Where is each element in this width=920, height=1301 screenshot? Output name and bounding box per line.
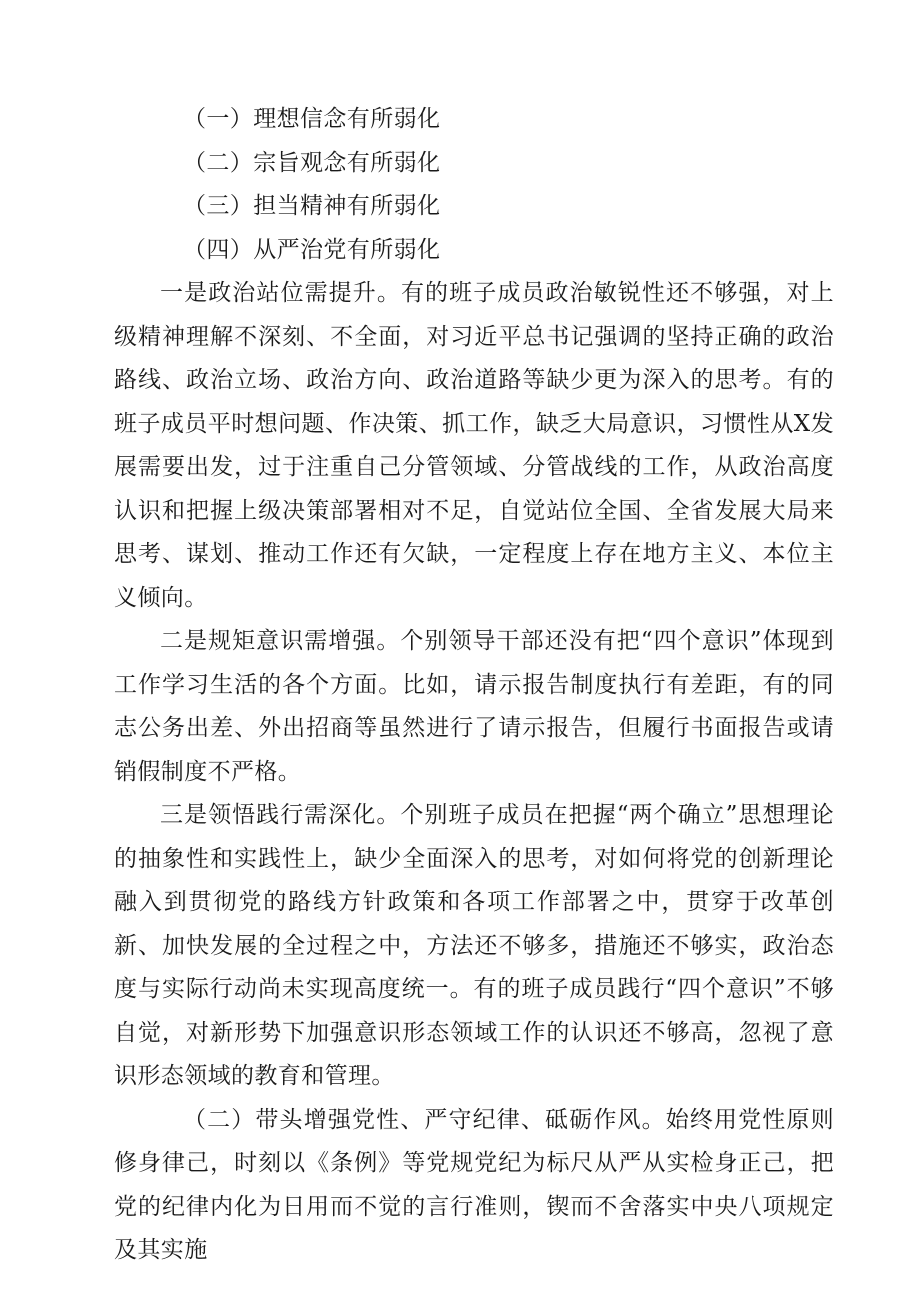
document-body xyxy=(114,98,834,1273)
section-heading-4: （四）从严治党有所弱化 xyxy=(183,236,441,263)
paragraph-rules-awareness: 二是规矩意识需增强。个别领导干部还没有把“四个意识”体现到工作学习生活的各个方面。比如，请示报告制度执行有差距，有的同志公务出差、外出招商等虽然进行了请示报告，但履行书面报告或请销假制度不严格。 xyxy=(114,628,834,785)
paragraph-party-discipline: （二）带头增强党性、严守纪律、砥砺作风。始终用党性原则修身律己，时刻以《条例》等党规党纪为标尺从严从实检身正己，把党的纪律内化为日用而不觉的言行准则，锲而不舍落实中央八项规定及其实施 xyxy=(114,1106,834,1263)
section-heading-2: （二）宗旨观念有所弱化 xyxy=(183,149,441,176)
section-heading-1: （一）理想信念有所弱化 xyxy=(183,106,441,132)
paragraph-practice-deepening: 三是领悟践行需深化。个别班子成员在把握“两个确立”思想理论的抽象性和实践性上，缺少全面深入的思考，对如何将党的创新理论融入到贯彻党的路线方针政策和各项工作部署之中，贯穿于改革创新、加快发展的全过程之中，方法还不够多，措施还不够实，政治态度与实际行动尚未实现高度统一。有的班子成员践行“四个意识”不够自觉，对新形势下加强意识形态领域工作的认识还不够高，忽视了意识形态领域的教育和管理。 xyxy=(114,802,834,1089)
section-heading-3: （三）担当精神有所弱化 xyxy=(183,193,441,219)
paragraph-political-position: 一是政治站位需提升。有的班子成员政治敏锐性还不够强，对上级精神理解不深刻、不全面，对习近平总书记强调的坚持正确的政治路线、政治立场、政治方向、政治道路等缺少更为深入的思考。有的班子成员平时想问题、作决策、抓工作，缺乏大局意识，习惯性从X发展需要出发，过于注重自己分管领域、分管战线的工作，从政治高度认识和把握上级决策部署相对不足，自觉站位全国、全省发展大局来思考、谋划、推动工作还有欠缺，一定程度上存在地方主义、本位主义倾向。 xyxy=(114,280,834,611)
